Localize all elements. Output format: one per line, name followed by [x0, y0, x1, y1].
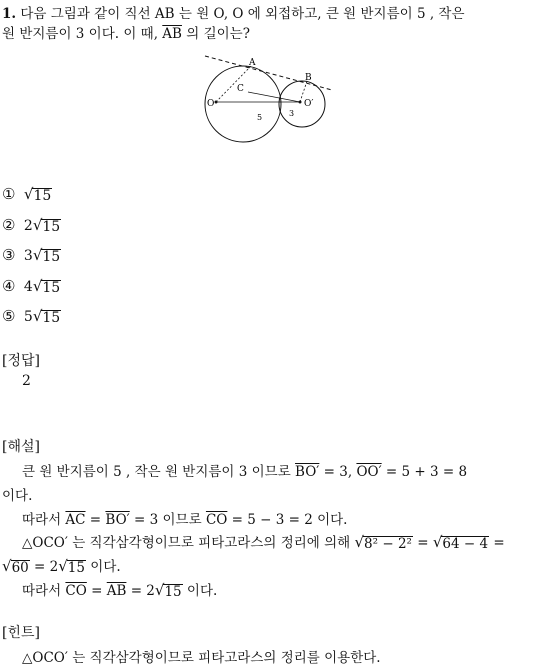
label-a: A [249, 58, 256, 68]
text: = [412, 535, 433, 551]
label-c: C [237, 84, 244, 94]
segment-ab: $\overline{AB}$ [106, 583, 127, 599]
small-circle [279, 81, 325, 127]
choice-1[interactable] [2, 185, 52, 204]
explanation-line1 [22, 460, 467, 480]
sqrt-expr: √ 15 [58, 557, 85, 576]
choice-mark: ② [2, 216, 16, 234]
question-number: 1. [2, 6, 17, 22]
segment-ac: $\overline{AC}$ [65, 512, 86, 528]
text: = 2 [29, 559, 59, 575]
choice-radicand: 15 [33, 188, 52, 204]
segment-bo2: BO′ [295, 464, 320, 480]
text: = 3, [319, 464, 357, 480]
hint-label: [힌트] [2, 625, 40, 641]
explanation-line2: 이다. [2, 488, 33, 504]
hint-text: △OCO′ 는 직각삼각형이므로 피타고라스의 정리를 이용한다. [22, 650, 381, 666]
segment-bo2: BO′ [105, 512, 130, 528]
answer-value: 2 [22, 373, 31, 389]
label-o: O [207, 99, 215, 109]
text: = [489, 535, 505, 551]
explanation-line6 [22, 579, 217, 600]
text: = 5 − 3 = 2 이다. [227, 512, 348, 528]
choice-radicand: 15 [42, 280, 61, 296]
choice-coef: 4 [23, 279, 33, 295]
text: = [86, 583, 107, 599]
segment-co: $\overline{CO}$ [205, 512, 228, 528]
tangent-line [205, 56, 332, 90]
choice-2[interactable] [2, 216, 61, 235]
text: = 2 [126, 583, 155, 599]
segment-co: $\overline{CO}$ [65, 583, 87, 599]
choice-3[interactable] [2, 246, 61, 265]
radicand: 60 [11, 560, 29, 576]
text: 큰 원 반지름이 5 , 작은 원 반지름이 3 이므로 [22, 464, 296, 480]
choice-5[interactable] [2, 307, 61, 326]
figure-two-circles [195, 50, 345, 150]
sqrt-expr: √ 8² − 2² [354, 533, 412, 552]
choice-mark: ③ [2, 246, 16, 264]
question-line1 [2, 2, 465, 22]
choice-sqrt: √ 15 [32, 246, 61, 265]
choice-coef: 2 [23, 218, 33, 234]
radius-oa [216, 66, 251, 102]
choice-mark: ⑤ [2, 307, 16, 325]
label-r3: 3 [289, 109, 295, 118]
sqrt-expr: √ 64 − 4 [432, 533, 489, 552]
question-line2 [2, 22, 250, 42]
label-b: B [305, 73, 312, 83]
explanation-line4 [22, 531, 505, 552]
explanation-line3 [22, 508, 347, 528]
sqrt-expr: √ 60 [2, 557, 29, 576]
choice-radicand: 15 [42, 310, 61, 326]
choice-mark: ① [2, 185, 16, 203]
text: 이다. [182, 583, 218, 599]
large-circle [205, 66, 281, 142]
choice-sqrt: √ 15 [32, 216, 61, 235]
choice-4[interactable] [2, 277, 61, 296]
text: = 3 이므로 [129, 512, 206, 528]
question-text-2a: 원 반지름이 3 이다. 이 때, [2, 26, 163, 42]
text: 따라서 [22, 512, 66, 528]
radicand: 15 [164, 584, 182, 600]
choice-coef: 5 [23, 309, 33, 325]
segment-oo2: OO′ [356, 464, 382, 480]
choice-radicand: 15 [42, 249, 61, 265]
radicand: 64 − 4 [442, 536, 489, 552]
label-o2: O′ [304, 99, 314, 109]
text: 따라서 [22, 583, 66, 599]
text: = 5 + 3 = 8 [381, 464, 468, 480]
point-o2 [299, 101, 302, 104]
explanation-label: [해설] [2, 439, 40, 455]
question-text-1: 다음 그림과 같이 직선 AB 는 원 O, O 에 외접하고, 큰 원 반지름이 5 , 작은 [20, 6, 465, 22]
segment-ab: $\overline{AB}$ [162, 26, 182, 42]
question-text-2b: 의 길이는? [181, 26, 250, 42]
text: 이다. [85, 559, 121, 575]
radicand: 8² − 2² [364, 536, 412, 552]
point-o [215, 101, 218, 104]
choice-sqrt: √ 15 [32, 307, 61, 326]
answer-label: [정답] [2, 353, 40, 369]
explanation-line5 [2, 555, 121, 576]
text: = [85, 512, 106, 528]
segment-co [248, 92, 300, 102]
choice-sqrt: √ 15 [32, 277, 61, 296]
choice-mark: ④ [2, 277, 16, 295]
choice-sqrt: √ 15 [23, 185, 52, 204]
choice-radicand: 15 [42, 219, 61, 235]
radicand: 15 [67, 560, 85, 576]
text: △OCO′ 는 직각삼각형이므로 피타고라스의 정리에 의해 [22, 535, 355, 551]
sqrt-expr: √ 15 [154, 581, 182, 600]
label-r5: 5 [257, 113, 263, 122]
choice-coef: 3 [23, 248, 33, 264]
